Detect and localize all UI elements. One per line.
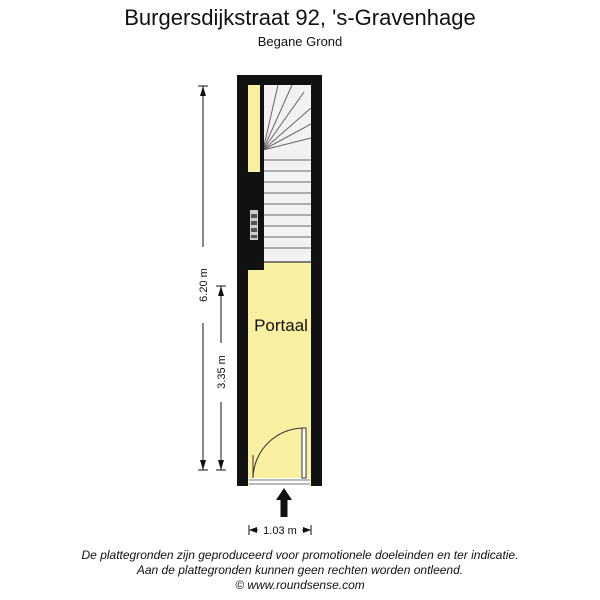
- disclaimer-line-1: De plattegronden zijn geproduceerd voor promotionele doeleinden en ter indicatie.: [81, 548, 519, 562]
- dim-portaal-arrow-bottom: [218, 460, 224, 470]
- entrance-arrow-icon: [276, 488, 292, 517]
- dim-width-arrow-right: [303, 527, 311, 533]
- disclaimer: [0, 548, 600, 593]
- room-label-portaal: Portaal: [254, 316, 308, 335]
- dim-total-arrow-bottom: [200, 460, 206, 470]
- dim-portaal-arrow-top: [218, 286, 224, 296]
- meter-cabinet-icon: [250, 210, 258, 240]
- copyright-link[interactable]: © www.roundsense.com: [235, 578, 365, 592]
- dim-width-label: 1.03 m: [263, 525, 297, 537]
- stairs-area: [263, 85, 311, 262]
- floor-name: Begane Grond: [257, 34, 343, 49]
- disclaimer-line-2: Aan de plattegronden kunnen geen rechten worden ontleend.: [136, 563, 464, 577]
- dim-width-arrow-left: [249, 527, 257, 533]
- page-title: Burgersdijkstraat 92, 's-Gravenhage: [124, 5, 476, 30]
- dim-total-label: 6.20 m: [198, 268, 210, 302]
- dim-total-arrow-top: [200, 86, 206, 96]
- dim-portaal-label: 3.35 m: [216, 355, 228, 389]
